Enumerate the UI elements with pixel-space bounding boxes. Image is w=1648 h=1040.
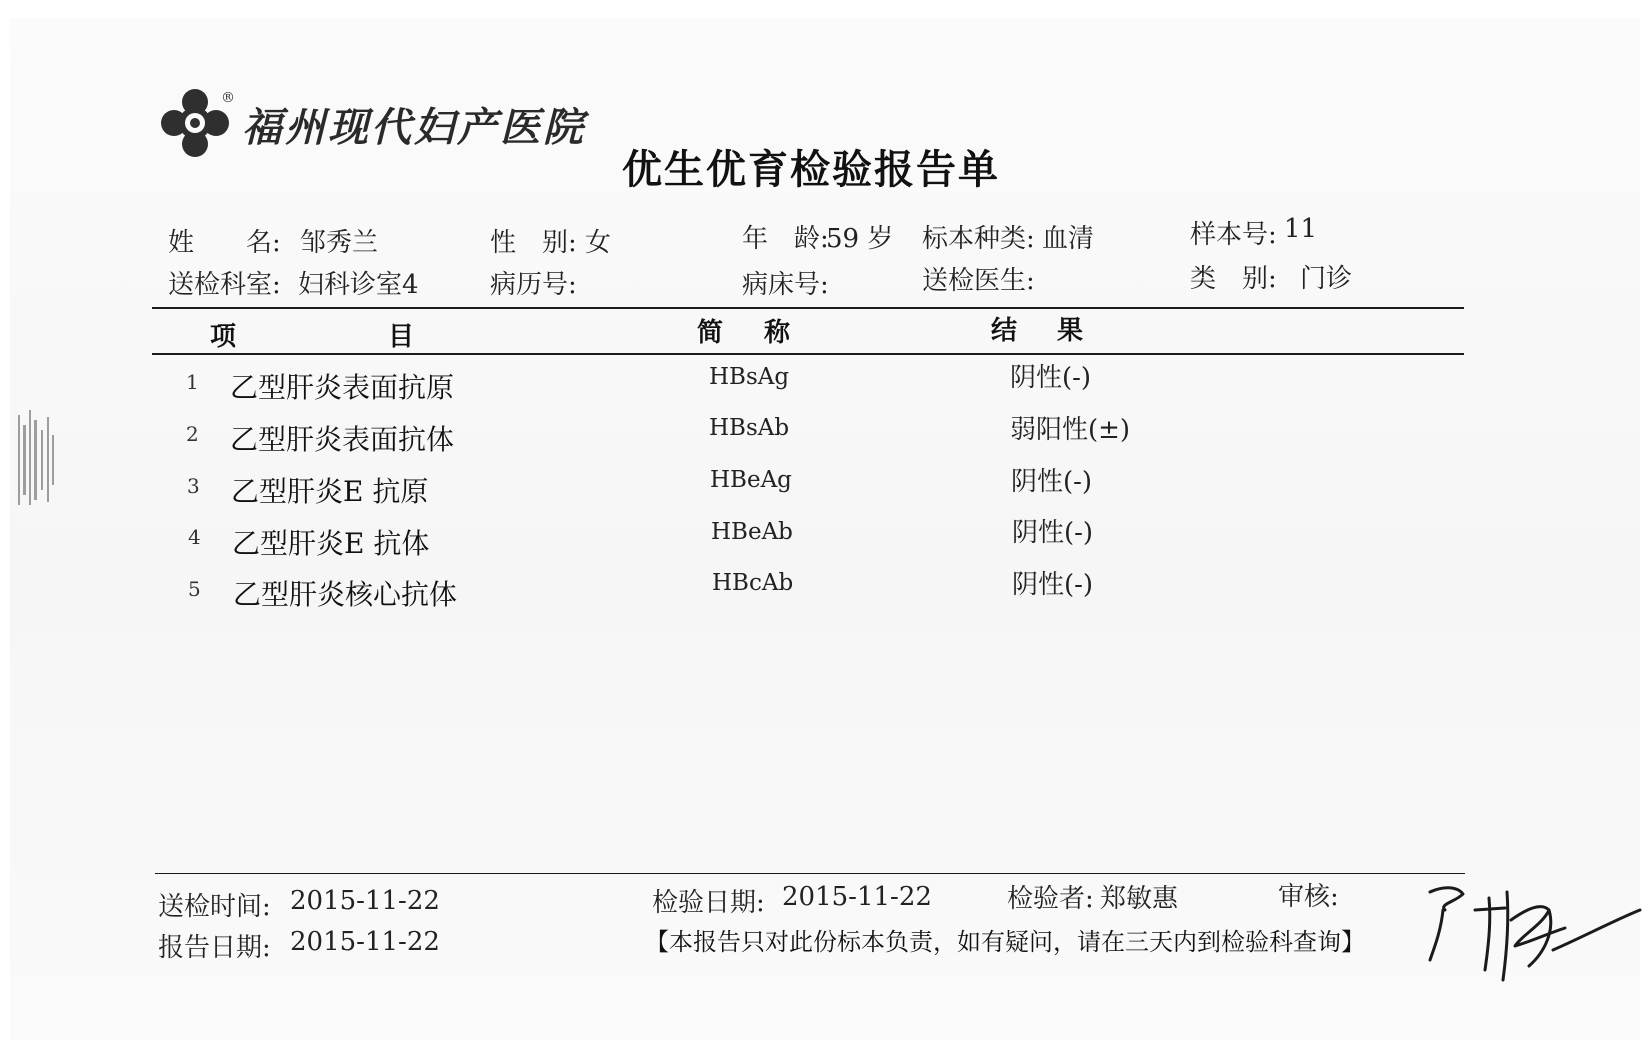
tester-value: 郑敏惠 xyxy=(1100,884,1179,914)
row-number: 1 xyxy=(186,370,199,394)
patient-name-label: 姓 名: xyxy=(168,228,281,258)
specimen-label: 标本种类: xyxy=(922,224,1035,254)
tester-label: 检验者: xyxy=(1007,884,1094,914)
test-abbr: HBeAg xyxy=(710,467,792,493)
department-label: 送检科室: xyxy=(168,270,281,300)
footer-rule xyxy=(155,873,1465,874)
row-number: 2 xyxy=(186,422,199,446)
submit-time-value: 2015-11-22 xyxy=(290,886,440,916)
sample-no-label: 样本号: xyxy=(1190,220,1277,250)
hospital-logo-icon xyxy=(160,88,230,158)
test-date-label: 检验日期: xyxy=(652,888,765,918)
row-number: 3 xyxy=(187,474,200,498)
scan-artifact xyxy=(14,405,58,515)
test-result: 阴性(-) xyxy=(1010,363,1092,393)
col-header-item-b: 目 xyxy=(388,322,415,352)
table-top-rule xyxy=(152,307,1464,309)
specimen-value: 血清 xyxy=(1042,224,1095,254)
gender-value: 女 xyxy=(585,228,612,258)
record-no-label: 病历号: xyxy=(490,270,577,300)
col-header-result-a: 结 xyxy=(991,316,1018,346)
test-abbr: HBeAb xyxy=(711,519,793,545)
registered-mark: ® xyxy=(221,90,235,106)
age-label: 年 龄: xyxy=(742,224,829,254)
row-number: 5 xyxy=(188,577,201,601)
report-title: 优生优育检验报告单 xyxy=(622,146,1000,193)
col-header-abbr-b: 称 xyxy=(764,318,791,348)
reviewer-label: 审核: xyxy=(1278,882,1339,912)
report-date-value: 2015-11-22 xyxy=(290,927,440,957)
col-header-result-b: 果 xyxy=(1057,316,1084,346)
disclaimer-note: 【本报告只对此份标本负责，如有疑问，请在三天内到检验科查询】 xyxy=(645,928,1365,956)
test-abbr: HBcAb xyxy=(712,570,794,596)
doctor-label: 送检医生: xyxy=(922,266,1035,296)
category-label: 类 别: xyxy=(1190,264,1277,294)
table-header-rule xyxy=(152,353,1464,355)
col-header-item-a: 项 xyxy=(210,322,237,352)
test-date-value: 2015-11-22 xyxy=(782,882,932,912)
test-abbr: HBsAb xyxy=(709,415,790,441)
bed-no-label: 病床号: xyxy=(742,270,829,300)
test-item: 乙型肝炎E 抗体 xyxy=(232,527,430,560)
test-item: 乙型肝炎E 抗原 xyxy=(231,475,429,508)
reviewer-signature-icon xyxy=(1425,880,1645,1000)
col-header-abbr-a: 简 xyxy=(697,318,724,348)
test-result: 阴性(-) xyxy=(1011,467,1093,497)
test-item: 乙型肝炎核心抗体 xyxy=(233,578,458,611)
gender-label: 性 别: xyxy=(490,228,577,258)
test-result: 弱阳性(±) xyxy=(1010,415,1131,445)
submit-time-label: 送检时间: xyxy=(158,892,271,922)
test-result: 阴性(-) xyxy=(1012,570,1094,600)
age-value: 59 岁 xyxy=(826,224,894,254)
test-item: 乙型肝炎表面抗体 xyxy=(230,423,455,456)
sample-no-value: 11 xyxy=(1284,214,1318,244)
test-abbr: HBsAg xyxy=(709,364,790,390)
test-item: 乙型肝炎表面抗原 xyxy=(230,371,455,404)
category-value: 门诊 xyxy=(1300,264,1353,294)
patient-name-value: 邹秀兰 xyxy=(300,228,379,258)
row-number: 4 xyxy=(188,525,201,549)
report-date-label: 报告日期: xyxy=(158,933,271,963)
test-result: 阴性(-) xyxy=(1012,518,1094,548)
hospital-name: 福州现代妇产医院 xyxy=(242,104,586,151)
department-value: 妇科诊室4 xyxy=(298,270,419,300)
